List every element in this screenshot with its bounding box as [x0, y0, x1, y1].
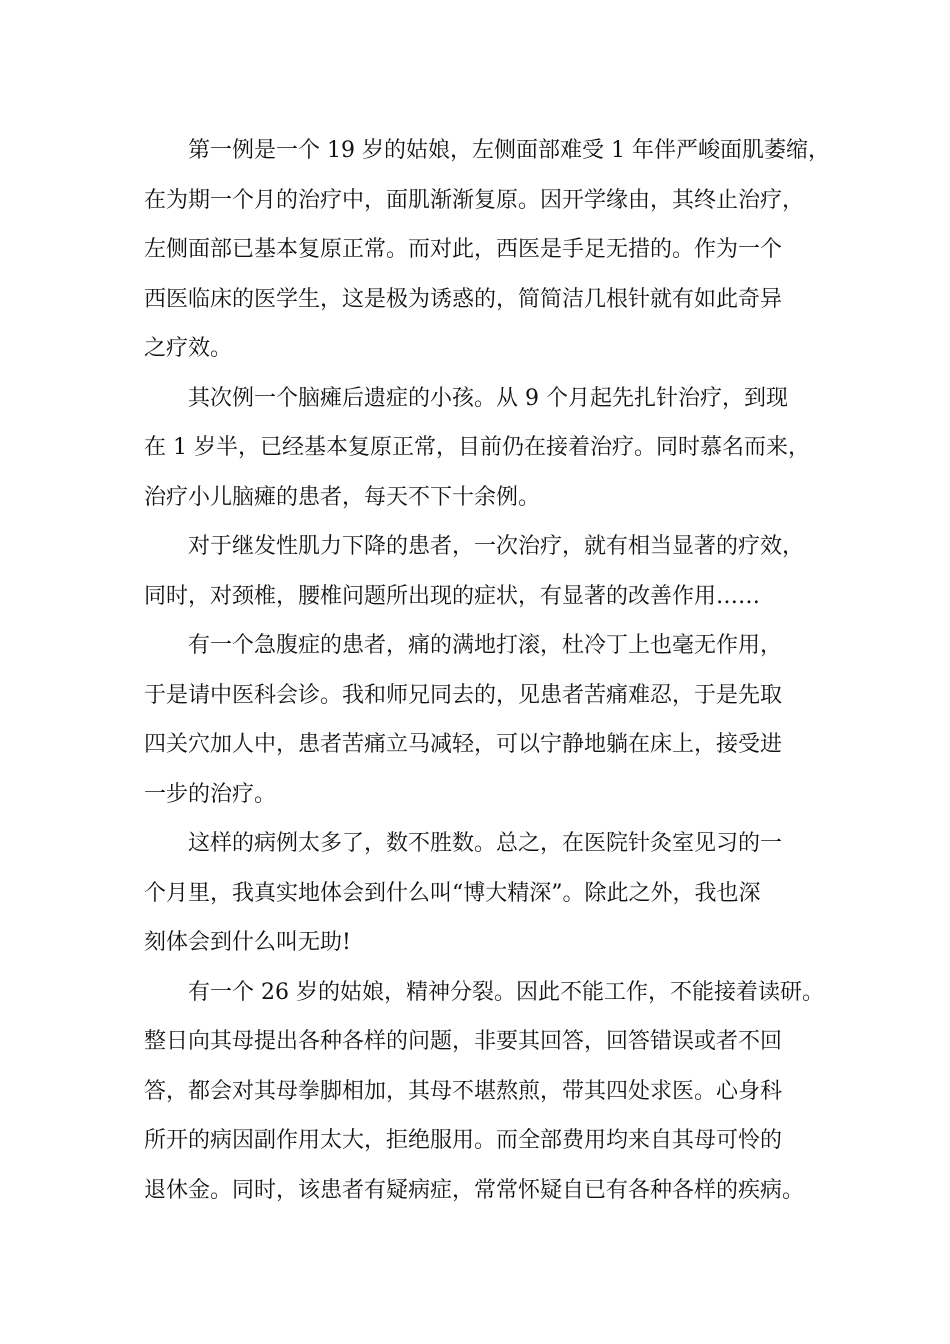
- paragraph-2: [144, 374, 824, 523]
- text-line: 治疗小儿脑瘫的患者，每天不下十余例。: [144, 484, 541, 510]
- text-line: 左侧面部已基本复原正常。而对此，西医是手足无措的。作为一个: [144, 237, 783, 262]
- text-line: 在为期一个月的治疗中，面肌渐渐复原。因开学缘由，其终止治疗，: [144, 187, 805, 213]
- text-line: 四关穴加人中，患者苦痛立马减轻，可以宁静地躺在床上，接受进: [144, 732, 783, 757]
- paragraph-4: [144, 621, 824, 819]
- text-line: 第一例是一个 19 岁的姑娘，左侧面部难受 1 年伴严峻面肌萎缩，: [188, 138, 830, 163]
- text-line: 一步的治疗。: [144, 781, 277, 807]
- text-line: 答，都会对其母拳脚相加，其母不堪熬煎，带其四处求医。心身科: [144, 1078, 783, 1104]
- paragraph-5: [144, 819, 824, 968]
- text-line: 整日向其母提出各种各样的问题，非要其回答，回答错误或者不回: [144, 1029, 783, 1054]
- paragraph-6: [144, 968, 824, 1216]
- text-line: 刻体会到什么叫无助!: [144, 930, 351, 955]
- text-line: 对于继发性肌力下降的患者，一次治疗，就有相当显著的疗效，: [188, 534, 805, 559]
- text-line: 有一个急腹症的患者，痛的满地打滚，杜冷丁上也毫无作用，: [188, 633, 783, 658]
- text-line: 有一个 26 岁的姑娘，精神分裂。因此不能工作，不能接着读研。: [188, 979, 824, 1005]
- text-line: 在 1 岁半，已经基本复原正常，目前仍在接着治疗。同时慕名而来，: [144, 435, 810, 460]
- document-body: [144, 126, 830, 1215]
- text-line: 所开的病因副作用太大，拒绝服用。而全部费用均来自其母可怜的: [144, 1128, 783, 1153]
- text-line: 之疗效。: [144, 336, 233, 361]
- text-line: 这样的病例太多了，数不胜数。总之，在医院针灸室见习的一: [188, 831, 783, 856]
- text-line: 于是请中医科会诊。我和师兄同去的，见患者苦痛难忍，于是先取: [144, 682, 783, 708]
- text-line: 退休金。同时，该患者有疑病症，常常怀疑自已有各种各样的疾病。: [144, 1177, 805, 1203]
- text-line: 西医临床的医学生，这是极为诱惑的，简简洁几根针就有如此奇异: [144, 286, 783, 312]
- text-line: 同时，对颈椎，腰椎问题所出现的症状，有显著的改善作用……: [144, 583, 761, 609]
- text-line: 其次例一个脑瘫后遗症的小孩。从 9 个月起先扎针治疗，到现: [188, 385, 788, 411]
- text-line: 个月里，我真实地体会到什么叫“博大精深”。除此之外，我也深: [144, 880, 761, 906]
- paragraph-1: [144, 126, 830, 374]
- paragraph-3: [144, 522, 824, 621]
